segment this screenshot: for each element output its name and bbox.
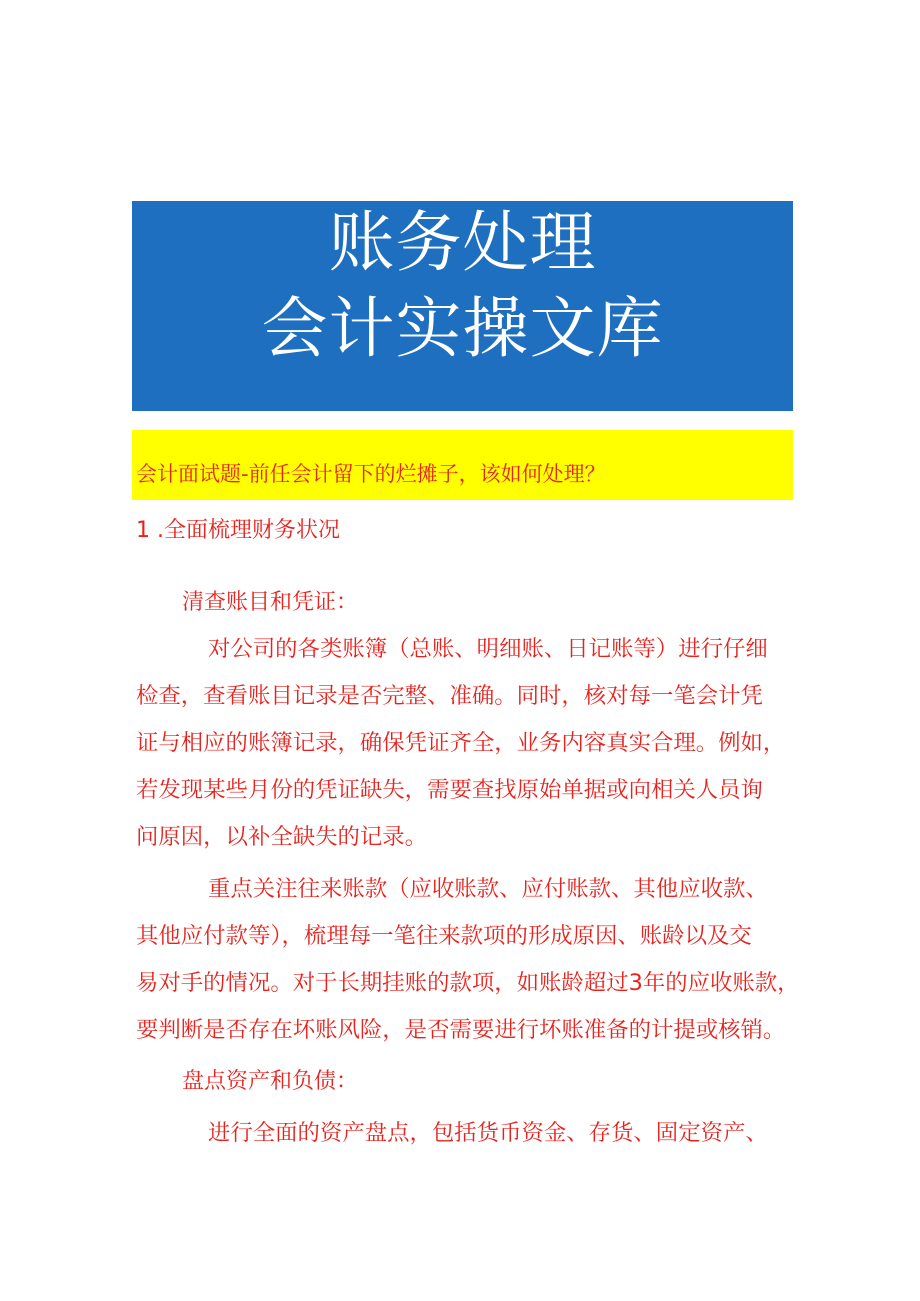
paragraph-line: 易对手的情况。对于长期挂账的款项，如账龄超过3年的应收账款，	[136, 970, 800, 996]
article-subtitle: 会计面试题-前任会计留下的烂摊子，该如何处理？	[136, 462, 606, 486]
paragraph-line: 要判断是否存在坏账风险，是否需要进行坏账准备的计提或核销。	[136, 1017, 786, 1043]
paragraph-line: 证与相应的账簿记录，确保凭证齐全，业务内容真实合理。例如，	[136, 730, 786, 756]
title-banner	[132, 201, 793, 411]
paragraph-line: 进行全面的资产盘点，包括货币资金、存货、固定资产、	[208, 1120, 768, 1146]
sub-heading-check-accounts: 清查账目和凭证：	[182, 590, 359, 615]
banner-title-line-2: 会计实操文库	[261, 290, 664, 367]
paragraph-line: 其他应付款等），梳理每一笔往来款项的形成原因、账龄以及交	[136, 923, 752, 949]
paragraph-line: 若发现某些月份的凭证缺失，需要查找原始单据或向相关人员询	[136, 777, 763, 803]
subtitle-highlight	[132, 430, 793, 500]
paragraph-receivables	[136, 866, 798, 1054]
paragraph-line: 检查，查看账目记录是否完整、准确。同时，核对每一笔会计凭	[136, 683, 763, 709]
paragraph-line: 问原因，以补全缺失的记录。	[136, 824, 428, 850]
paragraph-line: 重点关注往来账款（应收账款、应付账款、其他应收款、	[208, 876, 768, 902]
section-heading-1: 1 .全面梳理财务状况	[136, 518, 340, 543]
sub-heading-inventory-assets: 盘点资产和负债：	[182, 1069, 359, 1094]
paragraph-line: 对公司的各类账簿（总账、明细账、日记账等）进行仔细	[208, 636, 768, 662]
paragraph-check-vouchers	[136, 626, 798, 861]
banner-title-line-1: 账务处理	[328, 204, 597, 281]
paragraph-asset-count	[136, 1110, 798, 1157]
